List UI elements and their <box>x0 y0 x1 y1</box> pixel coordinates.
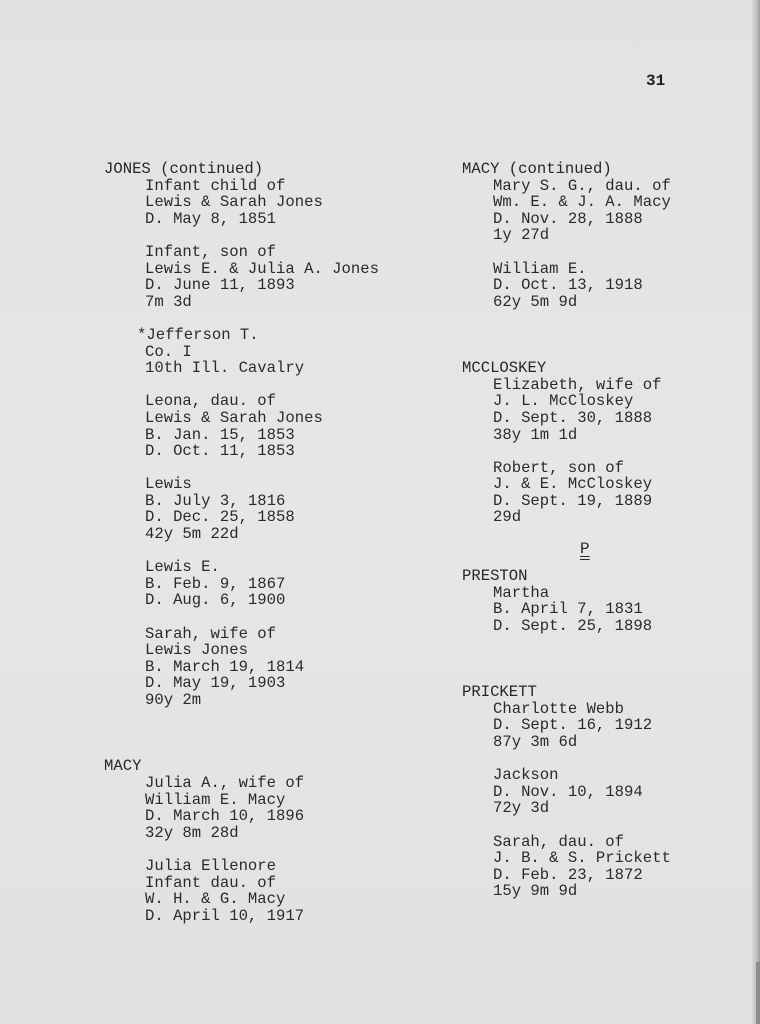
page-number: 31 <box>646 72 666 90</box>
entry-line: B. Jan. 15, 1853 <box>145 425 295 444</box>
entry-line: Infant, son of <box>145 242 277 261</box>
entry-line: J. B. & S. Prickett <box>493 849 671 868</box>
entry-line: Sarah, dau. of <box>493 832 625 851</box>
entry <box>462 767 671 817</box>
entry <box>462 585 671 635</box>
entry-line: Infant dau. of <box>145 873 277 892</box>
entry-line: 87y 3m 6d <box>493 733 578 752</box>
entry <box>462 834 671 900</box>
entry-line: 90y 2m <box>145 691 202 709</box>
entry-line: 1y 27d <box>493 226 550 245</box>
entry-line: D. Sept. 16, 1912 <box>493 716 653 735</box>
entry-line: 15y 9m 9d <box>493 882 578 901</box>
entry <box>104 244 379 310</box>
entry-line: D. Oct. 11, 1853 <box>145 442 295 461</box>
surname-heading: JONES (continued) <box>104 160 264 178</box>
surname-heading: PRESTON <box>462 567 528 586</box>
entry-line: D. Aug. 6, 1900 <box>145 591 286 610</box>
entry-line: Sarah, wife of <box>145 624 277 643</box>
entry-line: Julia Ellenore <box>145 856 277 875</box>
entry-line: Lewis & Sarah Jones <box>145 193 323 212</box>
entry-line: D. May 19, 1903 <box>145 674 286 693</box>
entry <box>104 178 379 228</box>
entry-line: D. May 8, 1851 <box>145 209 277 228</box>
entry <box>104 476 379 542</box>
entry-line: D. Nov. 28, 1888 <box>493 209 643 228</box>
entry-line: Jackson <box>493 766 559 785</box>
entry-line: D. March 10, 1896 <box>145 807 305 826</box>
entry <box>104 559 379 609</box>
entry-line: 7m 3d <box>145 292 192 311</box>
entry <box>462 701 671 751</box>
surname-heading: PRICKETT <box>462 683 537 702</box>
entry-line: 38y 1m 1d <box>493 425 578 444</box>
entry-line: D. Nov. 10, 1894 <box>493 782 643 801</box>
entry-line: D. Sept. 30, 1888 <box>493 408 653 427</box>
entry-line: *Jefferson T. <box>137 325 259 344</box>
entry-line: 29d <box>493 508 522 527</box>
entry-line: William E. <box>493 259 587 278</box>
surname-heading: MACY <box>104 757 142 776</box>
entry-line: D. June 11, 1893 <box>145 276 295 295</box>
entry <box>462 377 671 443</box>
page-edge-shadow <box>756 962 760 1024</box>
entry-line: Lewis <box>145 475 192 494</box>
entry-line: B. March 19, 1814 <box>145 657 305 676</box>
entry-line: William E. Macy <box>145 790 286 809</box>
entry-line: D. Sept. 25, 1898 <box>493 616 653 635</box>
entry-line: D. Sept. 19, 1889 <box>493 491 653 510</box>
entry-line: 62y 5m 9d <box>493 292 578 311</box>
entry-line: D. April 10, 1917 <box>145 906 305 925</box>
entry-line: Mary S. G., dau. of <box>493 176 671 195</box>
entry-line: Julia A., wife of <box>145 773 305 792</box>
surname-heading: MCCLOSKEY <box>462 359 547 378</box>
entry-line: 42y 5m 22d <box>145 525 239 544</box>
entry-line: Lewis Jones <box>145 641 248 660</box>
entry <box>462 261 671 311</box>
entry <box>104 775 379 841</box>
entry-line: Co. I <box>145 342 192 361</box>
entry-line: 32y 8m 28d <box>145 823 239 842</box>
letter-divider: P <box>580 540 590 559</box>
left-column <box>104 161 379 924</box>
entry-line: Infant child of <box>145 176 286 195</box>
entry-line: Elizabeth, wife of <box>493 375 662 394</box>
entry <box>104 393 379 459</box>
entry <box>104 626 379 709</box>
entry-line: Lewis E. & Julia A. Jones <box>145 259 379 278</box>
surname-heading: MACY (continued) <box>462 160 612 178</box>
entry-line: D. Feb. 23, 1872 <box>493 865 643 884</box>
entry-line: 72y 3d <box>493 799 550 818</box>
entry-line: D. Dec. 25, 1858 <box>145 508 295 527</box>
entry <box>462 178 671 244</box>
entry <box>96 327 379 377</box>
entry-line: B. July 3, 1816 <box>145 491 286 510</box>
entry-line: J. & E. McCloskey <box>493 475 653 494</box>
entry-line: Leona, dau. of <box>145 392 277 411</box>
entry-line: Wm. E. & J. A. Macy <box>493 193 671 212</box>
page-edge <box>752 0 760 1024</box>
entry-line: D. Oct. 13, 1918 <box>493 276 643 295</box>
entry-line: Robert, son of <box>493 458 625 477</box>
entry-line: W. H. & G. Macy <box>145 890 286 909</box>
right-column <box>462 161 671 900</box>
entry <box>462 460 671 526</box>
entry-line: B. April 7, 1831 <box>493 600 643 619</box>
entry-line: B. Feb. 9, 1867 <box>145 574 286 593</box>
entry-line: Lewis & Sarah Jones <box>145 408 323 427</box>
entry-line: Lewis E. <box>145 558 220 577</box>
entry-line: Charlotte Webb <box>493 699 625 718</box>
entry <box>104 858 379 924</box>
entry-line: Martha <box>493 583 550 602</box>
entry-line: 10th Ill. Cavalry <box>145 359 305 378</box>
entry-line: J. L. McCloskey <box>493 392 634 411</box>
